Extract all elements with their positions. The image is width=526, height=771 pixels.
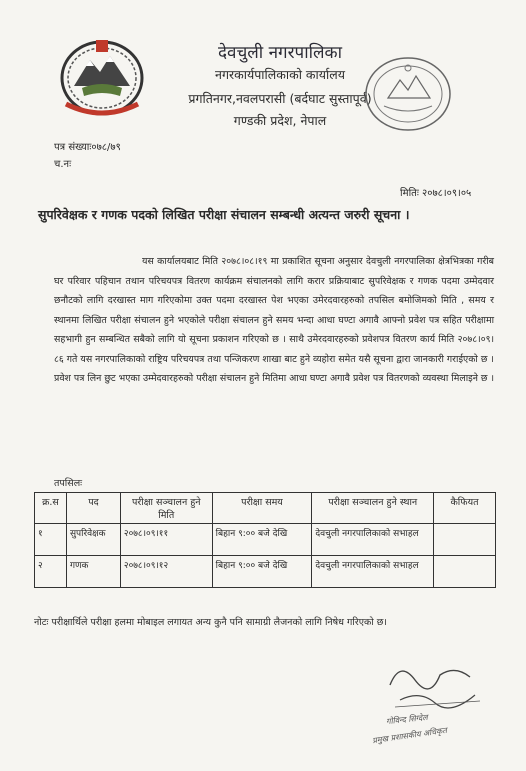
signatory-title: प्रमुख प्रशासकीय अधिकृत bbox=[371, 725, 448, 746]
details-label: तपसिलः bbox=[54, 478, 83, 489]
table-row bbox=[35, 556, 496, 588]
table-cell: देवचुली नगरपालिकाको सभाहल bbox=[312, 524, 434, 556]
table-cell: २०७८।०९।१२ bbox=[120, 556, 212, 588]
notice-body: यस कार्यालयबाट मिति २०७८।०८।१९ मा प्रकाशित सूचना अनुसार देवचुली नगरपालिका क्षेत्रभित्रका गरीब घर परिवार पहिचान तथान परिचयपत्र वितरण कार्यक्रम संचालनको लागि करार प्रक्रियाबाट सुपरिवेक्षक र गणक पदमा उम्मेदवार छनौटको लागि दरखास्त माग गरिएकोमा उक्त पदमा दरखास्त पेश भएका उमेरदवारहरुको तपसिल बमोजिमको मिति , समय र स्थानमा लिखित परीक्षा संचालन हुने भएकोले परीक्षा संचालन हुने समय भन्दा आधा घण्टा अगावै आफ्नो प्रवेश पत्र सहित परीक्षामा सहभागी हुन सम्बन्धित सबैको लागि यो सूचना प्रकाशन गरिएको छ । साथै उमेरदवारहरुको प्रवेशपत्र वितरण कार्य मिति २०७८।०९।८६ गते यस नगरपालिकाको राष्ट्रिय परिचयपत्र तथा पन्जिकरण शाखा बाट हुने व्यहोरा समेत यसै सूचना द्वारा जानकारी गराईएको छ । प्रवेश पत्र लिन छुट भएका उम्मेदवारहरुको परीक्षा संचालन हुने मितिमा आधा घण्टा अगावै प्रवेश पत्र वितरणको व्यवस्था मिलाइने छ । bbox=[54, 256, 495, 384]
notice-date: मितिः २०७८।०९।०५ bbox=[400, 188, 472, 199]
table-cell: बिहान ९:०० बजे देखि bbox=[212, 556, 312, 588]
table-cell: सुपरिवेक्षक bbox=[66, 524, 120, 556]
office-name: नगरकार्यपालिकाको कार्यालय bbox=[215, 67, 345, 82]
column-header: परीक्षा सञ्चालन हुने मिति bbox=[120, 493, 212, 524]
office-address: प्रगतिनगर,नवलपरासी (बर्दघाट सुस्तापूर्व) bbox=[188, 91, 372, 106]
column-header: परीक्षा सञ्चालन हुने स्थान bbox=[312, 493, 434, 524]
table-cell: बिहान ९:०० बजे देखि bbox=[212, 524, 312, 556]
notice-subject: सुपरिवेक्षक र गणक पदको लिखित परीक्षा संचालन सम्बन्धी अत्यन्त जरुरी सूचना । bbox=[38, 207, 410, 222]
table-cell: देवचुली नगरपालिकाको सभाहल bbox=[312, 556, 434, 588]
table-row bbox=[35, 524, 496, 556]
column-header: पद bbox=[66, 493, 120, 524]
dispatch-number: च.नः bbox=[54, 159, 72, 170]
column-header: कैफियत bbox=[434, 493, 496, 524]
exam-schedule-table bbox=[34, 492, 496, 588]
signatory-name: गोविन्द सिग्देल bbox=[385, 712, 429, 727]
table-cell: गणक bbox=[66, 556, 120, 588]
table-header-row bbox=[35, 493, 496, 524]
table-cell bbox=[434, 524, 496, 556]
table-cell: २ bbox=[35, 556, 67, 588]
nepal-emblem-icon bbox=[52, 30, 152, 120]
notice-note: नोटः परीक्षार्थिले परीक्षा हलमा मोबाइल लगायत अन्य कुनै पनि सामाग्री लैजनको लागि निषेध गरिएको छ। bbox=[34, 617, 388, 628]
office-seal-icon bbox=[362, 52, 454, 134]
province-name: गण्डकी प्रदेश, नेपाल bbox=[233, 113, 327, 128]
column-header: परीक्षा समय bbox=[212, 493, 312, 524]
table-cell: १ bbox=[35, 524, 67, 556]
table-cell bbox=[434, 556, 496, 588]
table-cell: २०७८।०९।११ bbox=[120, 524, 212, 556]
column-header: क्र.स bbox=[35, 493, 67, 524]
municipality-title: देवचुली नगरपालिका bbox=[217, 43, 342, 63]
letter-number: पत्र संख्याः०७८/७९ bbox=[54, 142, 121, 153]
